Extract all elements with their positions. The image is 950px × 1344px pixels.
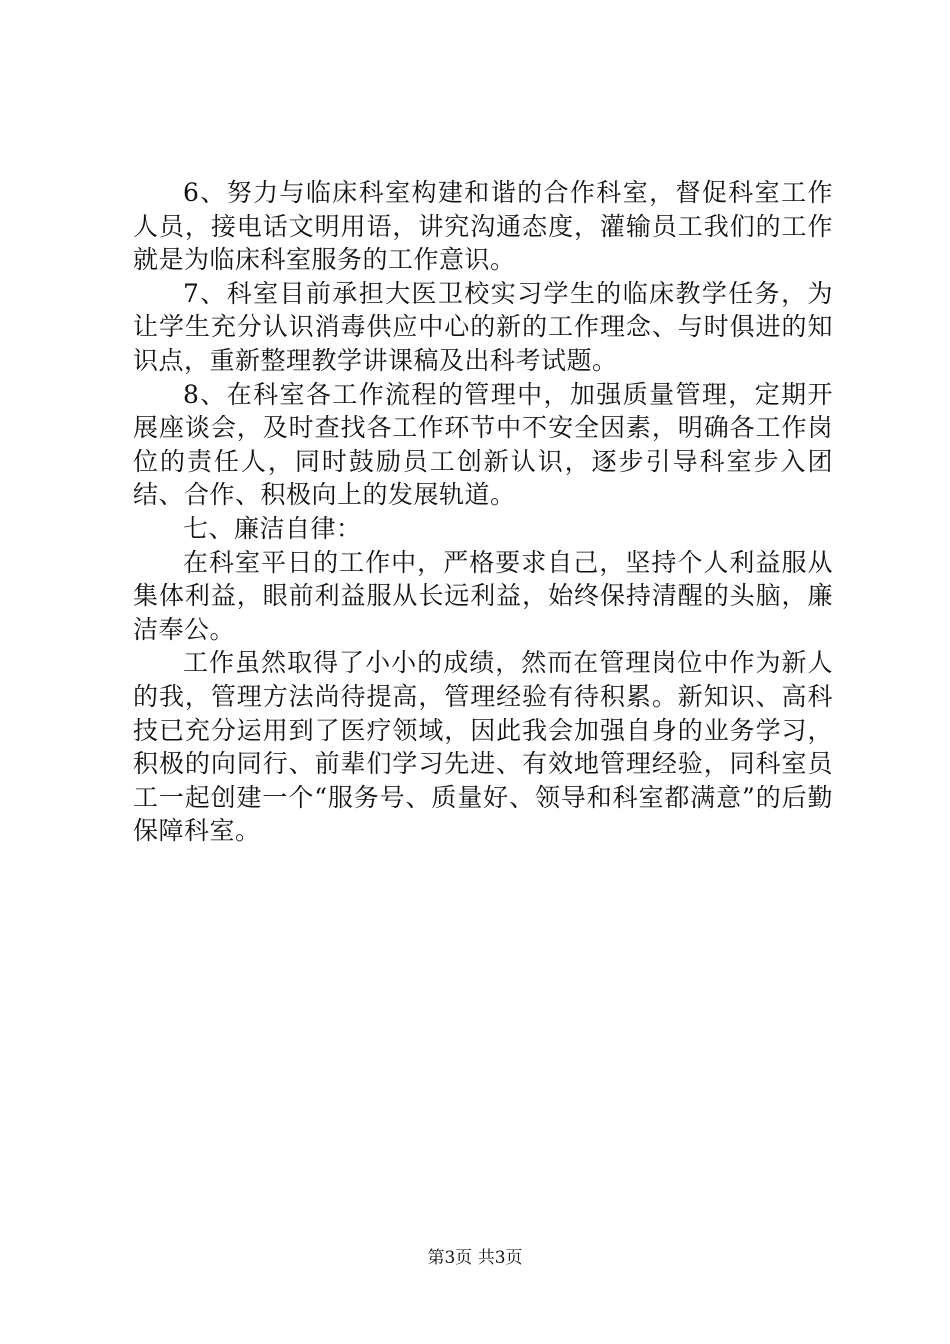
paragraph-integrity: 在科室平日的工作中，严格要求自己，坚持个人利益服从集体利益，眼前利益服从长远利益，始终保持清醒的头脑，廉洁奉公。 bbox=[133, 547, 833, 644]
paragraph-item-6: 6、努力与临床科室构建和谐的合作科室，督促科室工作人员，接电话文明用语，讲究沟通态度，灌输员工我们的工作就是为临床科室服务的工作意识。 bbox=[133, 178, 833, 275]
document-body bbox=[133, 176, 833, 848]
page-number-footer: 第3页 共3页 bbox=[427, 1248, 523, 1268]
section-heading-integrity: 七、廉洁自律： bbox=[183, 513, 362, 543]
paragraph-conclusion: 工作虽然取得了小小的成绩，然而在管理岗位中作为新人的我，管理方法尚待提高，管理经验有待积累。新知识、高科技已充分运用到了医疗领域，因此我会加强自身的业务学习，积极的向同行、前辈们学习先进、有效地管理经验，同科室员工一起创建一个“服务号、质量好、领导和科室都满意”的后勤保障科室。 bbox=[133, 648, 833, 846]
paragraph-item-8: 8、在科室各工作流程的管理中，加强质量管理，定期开展座谈会，及时查找各工作环节中不安全因素，明确各工作岗位的责任人，同时鼓励员工创新认识，逐步引导科室步入团结、合作、积极向上的发展轨道。 bbox=[133, 379, 833, 510]
paragraph-item-7: 7、科室目前承担大医卫校实习学生的临床教学任务，为让学生充分认识消毒供应中心的新的工作理念、与时俱进的知识点，重新整理教学讲课稿及出科考试题。 bbox=[133, 278, 833, 375]
